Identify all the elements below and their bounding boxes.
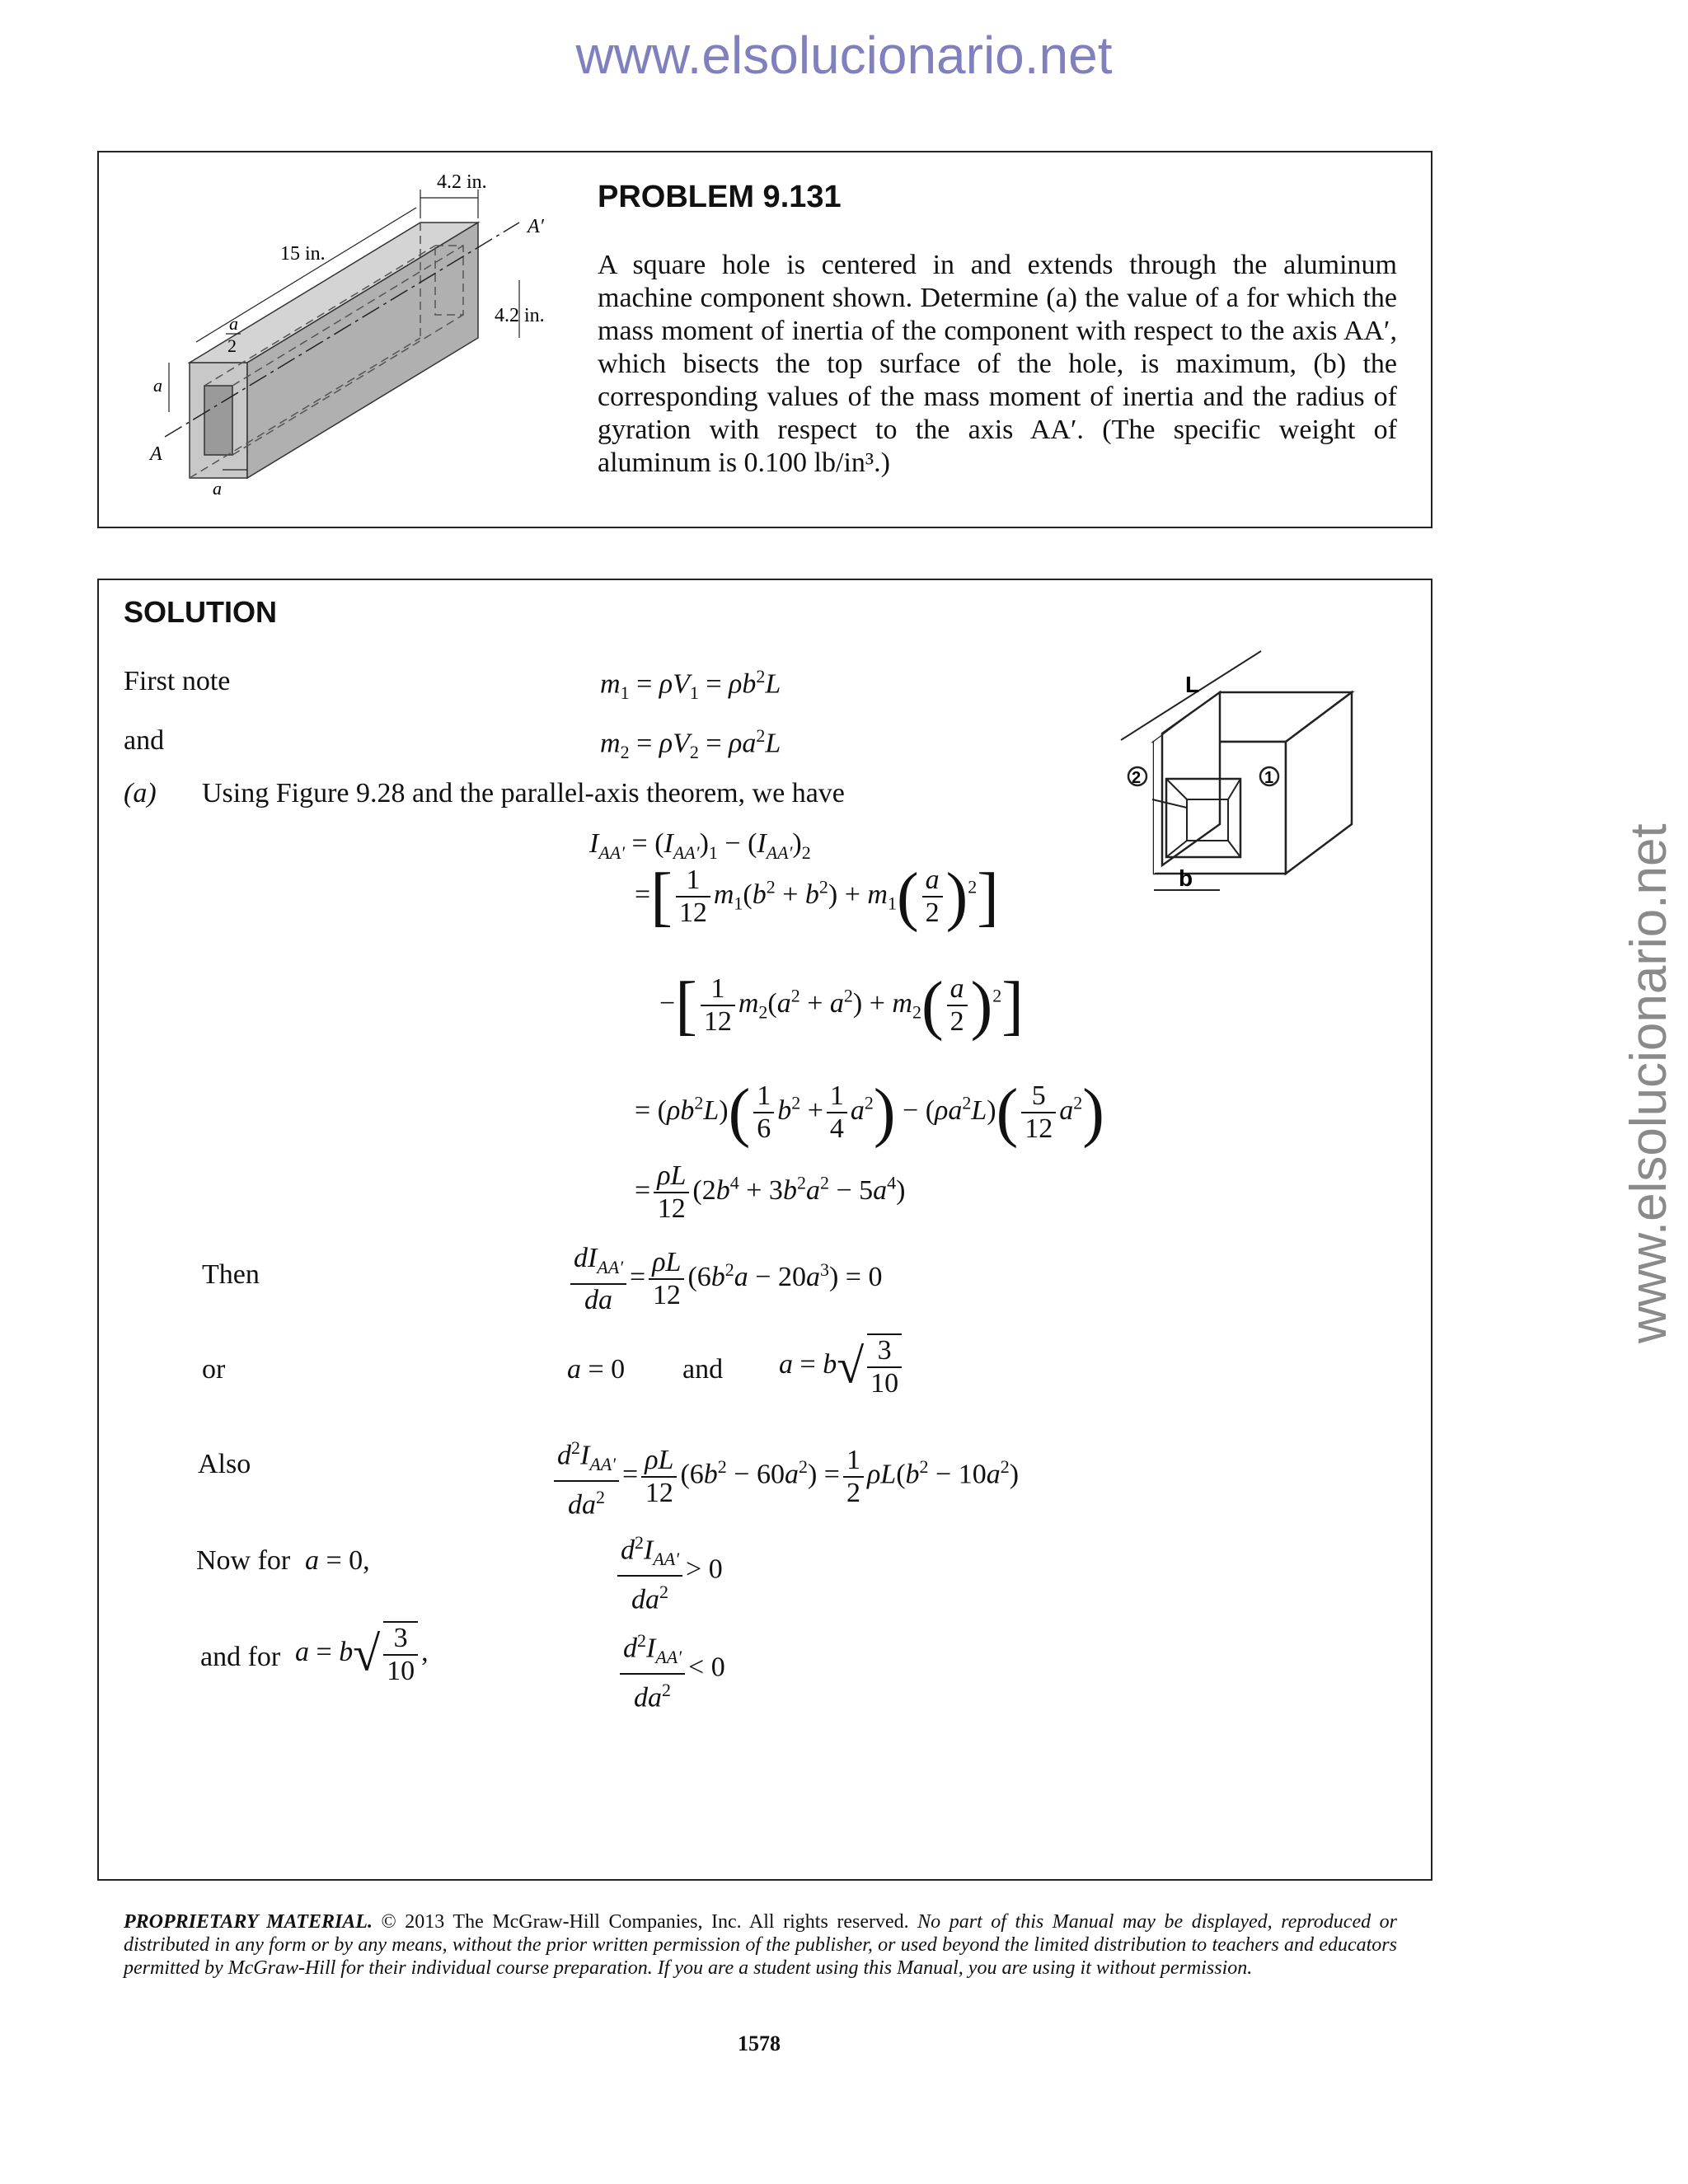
eq-IAA-part1: =[ $\frac{1}{12}$ $m_1(b^2 + b^2) + m_1$( $\frac{a}{2}$ )$^2$] [635,860,999,933]
part2-label: 2 [1132,769,1142,787]
eq-andfor-a-root: a = b√ $\frac{3}{10}$ , [295,1623,429,1686]
part-a-label: (a) [124,778,157,808]
problem-text: A square hole is centered in and extends through the aluminum machine component shown. Determine (a) the value of a for which the mass moment of inertia of the component with respect to the axis AA′, which bisects the top surface of the hole, is maximum, (b) the corresponding values of the mass moment of inertia and the radius of gyration with respect to the axis AA′. (The specific weight of aluminum is 0.100 lb/in³.) [598,250,1397,478]
then-label: Then [202,1259,260,1290]
solution-title: SOLUTION [124,595,277,629]
eq-IAA-def: $I_{AA'} = (I_{AA'})_1 - (I_{AA'})_2$ [589,828,811,863]
footer-italic: No part of this Manual may be displayed, reproduced or distributed in any form or by any means, without the prior written permission of the publisher, or used beyond the limited distribution to teachers and educators permitted by McGraw-Hill for their individual course preparation. If you are a student using this Manual, you are using it without permission. [124,1911,1397,1979]
eq-IAA-part2: −[ $\frac{1}{12}$ $m_2(a^2 + a^2) + m_2$( $\frac{a}{2}$ )$^2$] [659,969,1024,1042]
part-a-text: Using Figure 9.28 and the parallel-axis theorem, we have [202,778,845,808]
a-half-num: a [229,313,238,334]
eq-a-root: a = b√ $\frac{3}{10}$ [779,1333,905,1399]
a-bottom-label: a [213,478,222,499]
dim-top-label: 4.2 in. [437,171,487,193]
eq-now-a-zero: a = 0, [305,1545,370,1576]
eq-IAA-expanded: = $(\rho b^2L)$( $\frac{1}{6}$ $b^2$ + $\frac{1}{4}$ $a^2) - (\rho a^2L)$( $\frac{5}{12}$ $a^2$) [635,1076,1104,1149]
axis-end-label: A′ [528,216,544,237]
b-label: b [1179,865,1193,891]
part1-label: 1 [1264,769,1274,787]
eq-m1: $m_1 = \rho V_1 = \rho b^2L$ [600,666,781,704]
problem-title: PROBLEM 9.131 [598,180,842,214]
footer [124,1910,1397,1980]
and-mid-label: and [682,1354,724,1385]
watermark-side: www.elsolucionario.net [1620,823,1677,1343]
a-left-label: a [153,375,162,396]
eq-a-zero: a = 0 [567,1354,626,1385]
and-label: and [124,725,165,756]
first-note-label: First note [124,666,231,696]
eq-IAA-final: = $\frac{\rho L}{12}$ $(2b^4 + 3b^2a^2 - 5a^4)$ [635,1160,906,1224]
now-for-label: Now for [196,1545,291,1576]
footer-bold: PROPRIETARY MATERIAL. [124,1911,373,1933]
axis-start-label: A [150,443,162,465]
eq-d2Ida2: $\frac{d^2I_{AA'}}{da^2}$ = $\frac{\rho L}{12}$ $(6b^2 - 60a^2)$ = $\frac{1}{2}$ $\rho L(b^2 - 10a^2)$ [551,1432,1019,1521]
a-half-den: 2 [227,335,237,356]
page-number: 1578 [738,2032,781,2055]
eq-m2: $m_2 = \rho V_2 = \rho a^2L$ [600,725,781,763]
eq-dIda: $\frac{dI_{AA'}}{da}$ = $\frac{\rho L}{12}$ $(6b^2a - 20a^3) = 0$ [567,1243,882,1316]
footer-normal: © 2013 The McGraw-Hill Companies, Inc. All rights reserved. [372,1911,909,1933]
dim-side-label: 4.2 in. [495,305,545,326]
also-label: Also [198,1449,251,1479]
watermark-top: www.elsolucionario.net [575,26,1113,85]
and-for-label: and for [200,1642,281,1672]
eq-d2-negative: $\frac{d^2I_{AA'}}{da^2}$ < 0 [617,1625,725,1713]
eq-d2-positive: $\frac{d^2I_{AA'}}{da^2}$ > 0 [614,1527,723,1615]
L-label: L [1185,672,1200,697]
solution-figure [1104,643,1385,898]
or-label: or [202,1354,226,1385]
dim-length-label: 15 in. [280,243,326,265]
problem-figure [132,165,577,511]
